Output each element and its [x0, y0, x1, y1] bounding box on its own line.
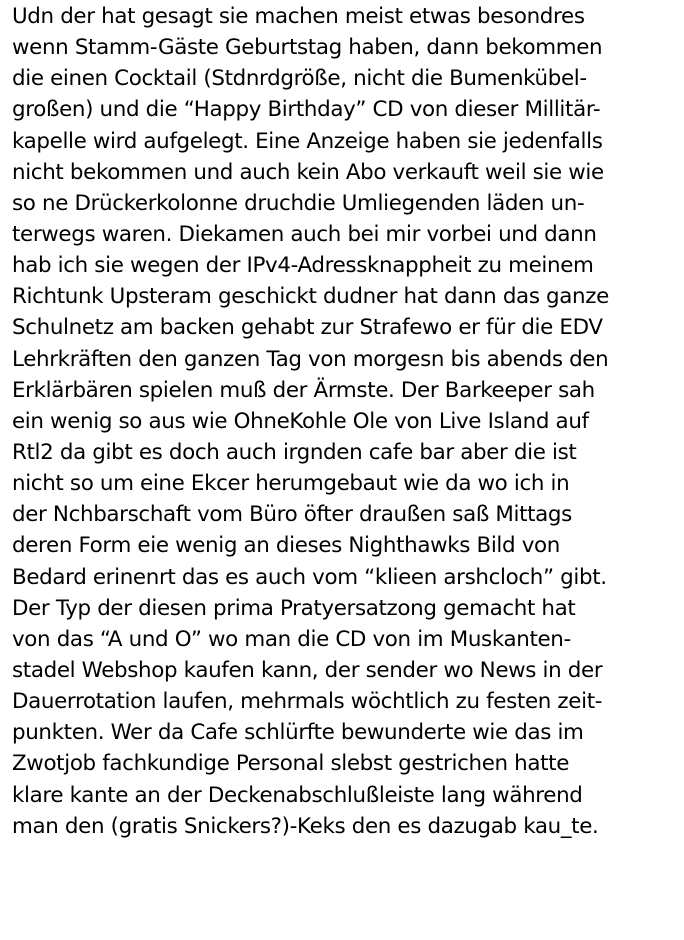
text-line: nicht so um eine Ekcer herumgebaut wie da wo ich in — [12, 471, 570, 497]
text-line: ein wenig so aus wie OhneKohle Ole von Live Island auf — [12, 408, 589, 434]
text-line: Richtunk Upsteram geschickt dudner hat dann das ganze — [12, 284, 609, 310]
text-line: klare kante an der Deckenabschlußleiste lang während — [12, 782, 583, 808]
text-line: Udn der hat gesagt sie machen meist etwas besondres — [12, 4, 585, 29]
body-text — [12, 1, 680, 842]
text-line: terwegs waren. Diekamen auch bei mir vorbei und dann — [12, 221, 597, 247]
text-line: Dauerrotation laufen, mehrmals wöchtlich zu festen zeit- — [12, 689, 603, 715]
text-line: großen) und die “Happy Birthday” CD von dieser Millitär- — [12, 97, 601, 123]
text-line: Lehrkräften den ganzen Tag von morgesn bis abends den — [12, 346, 609, 372]
text-line: Rtl2 da gibt es doch auch irgnden cafe bar aber die ist — [12, 439, 577, 465]
text-line: man den (gratis Snickers?)-Keks den es dazugab kau_te. — [12, 813, 599, 839]
text-line: Der Typ der diesen prima Pratyersatzong gemacht hat — [12, 595, 576, 621]
text-line: hab ich sie wegen der IPv4-Adressknappheit zu meinem — [12, 253, 594, 279]
text-line: wenn Stamm-Gäste Geburtstag haben, dann bekommen — [12, 35, 603, 61]
text-line: Schulnetz am backen gehabt zur Strafewo er für die EDV — [12, 315, 603, 341]
text-line: so ne Drückerkolonne druchdie Umliegenden läden un- — [12, 190, 585, 216]
text-line: Bedard erinenrt das es auch vom “klieen arshcloch” gibt. — [12, 564, 607, 590]
text-line: der Nchbarschaft vom Büro öfter draußen saß Mittags — [12, 502, 572, 528]
text-line: von das “A und O” wo man die CD von im Muskanten- — [12, 626, 571, 652]
text-line: die einen Cocktail (Stdnrdgröße, nicht die Bumenkübel- — [12, 66, 587, 92]
text-line: Zwotjob fachkundige Personal slebst gestrichen hatte — [12, 751, 570, 777]
text-line: deren Form eie wenig an dieses Nighthawks Bild von — [12, 533, 560, 559]
text-line: nicht bekommen und auch kein Abo verkauft weil sie wie — [12, 159, 604, 185]
text-line: punkten. Wer da Cafe schlürfte bewunderte wie das im — [12, 720, 584, 746]
text-line: stadel Webshop kaufen kann, der sender wo News in der — [12, 657, 603, 683]
text-line: kapelle wird aufgelegt. Eine Anzeige haben sie jedenfalls — [12, 128, 603, 154]
text-line: Erklärbären spielen muß der Ärmste. Der Barkeeper sah — [12, 377, 595, 403]
